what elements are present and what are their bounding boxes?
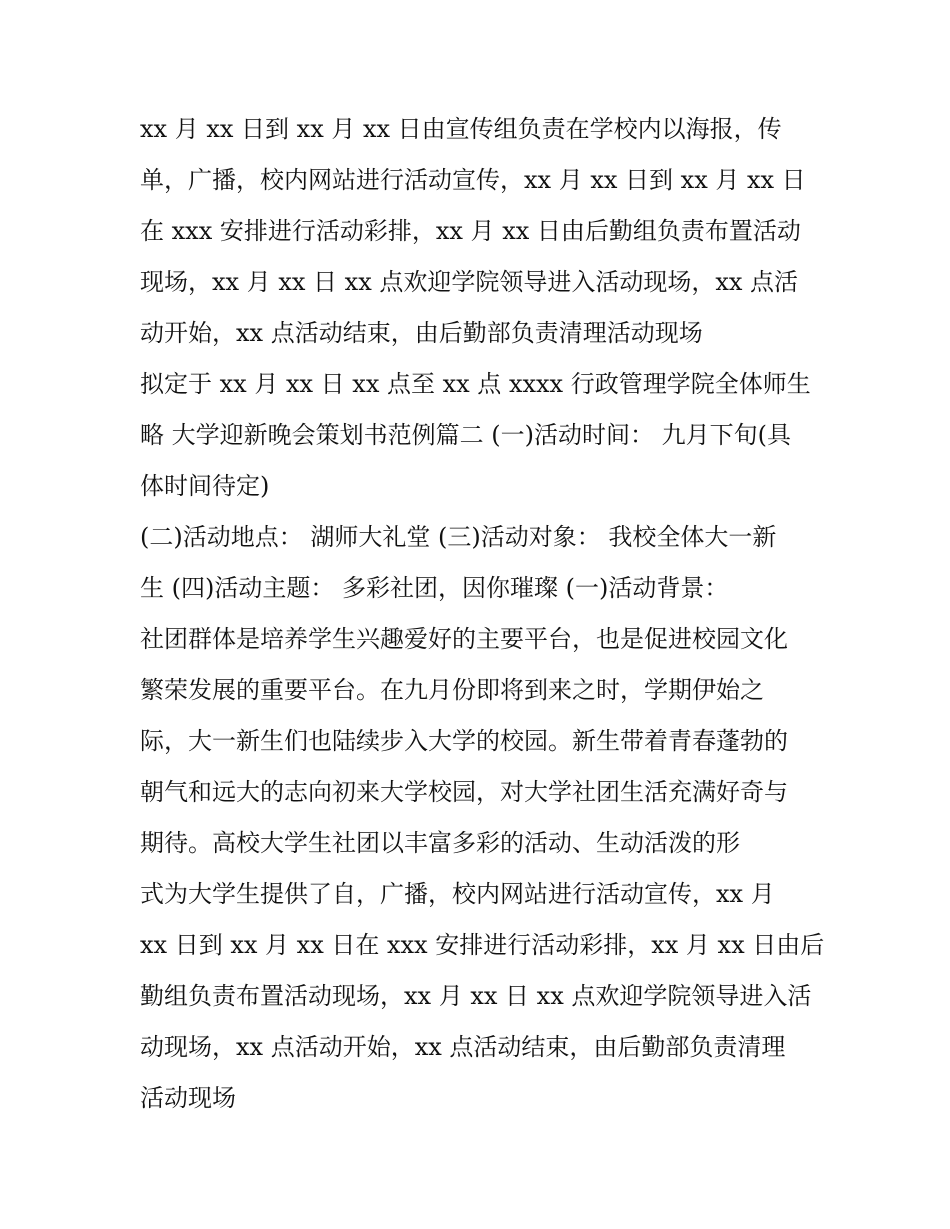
- document-body: [140, 104, 830, 1124]
- text-line: 勤组负责布置活动现场，xx 月 xx 日 xx 点欢迎学院领导进入活: [140, 982, 812, 1010]
- text-line: 际，大一新生们也陆续步入大学的校园。新生带着青春蓬勃的: [140, 727, 788, 755]
- text-line: xx 日到 xx 月 xx 日在 xxx 安排进行活动彩排，xx 月 xx 日由后: [140, 931, 825, 959]
- text-line: (二)活动地点： 湖师大礼堂 (三)活动对象： 我校全体大一新: [140, 523, 777, 551]
- text-line: 拟定于 xx 月 xx 日 xx 点至 xx 点 xxxx 行政管理学院全体师生: [140, 370, 811, 398]
- text-line: 繁荣发展的重要平台。在九月份即将到来之时，学期伊始之: [140, 676, 764, 704]
- text-line: 动现场，xx 点活动开始，xx 点活动结束，由后勤部负责清理: [140, 1033, 786, 1061]
- text-line: 略 大学迎新晚会策划书范例篇二 (一)活动时间： 九月下旬(具: [140, 421, 791, 449]
- text-line: xx 月 xx 日到 xx 月 xx 日由宣传组负责在学校内以海报，传: [140, 115, 782, 143]
- text-line: 体时间待定): [140, 472, 270, 500]
- text-line: 在 xxx 安排进行活动彩排，xx 月 xx 日由后勤组负责布置活动: [140, 217, 801, 245]
- text-line: 生 (四)活动主题： 多彩社团，因你璀璨 (一)活动背景：: [140, 574, 729, 602]
- text-line: 动开始，xx 点活动结束，由后勤部负责清理活动现场: [140, 319, 703, 347]
- text-line: 式为大学生提供了自，广播，校内网站进行活动宣传，xx 月: [140, 880, 775, 908]
- text-line: 朝气和远大的志向初来大学校园，对大学社团生活充满好奇与: [140, 778, 788, 806]
- text-line: 单，广播，校内网站进行活动宣传，xx 月 xx 日到 xx 月 xx 日: [140, 166, 806, 194]
- text-line: 期待。高校大学生社团以丰富多彩的活动、生动活泼的形: [140, 829, 740, 857]
- text-line: 活动现场: [140, 1084, 236, 1112]
- text-line: 社团群体是培养学生兴趣爱好的主要平台，也是促进校园文化: [140, 625, 788, 653]
- text-line: 现场，xx 月 xx 日 xx 点欢迎学院领导进入活动现场，xx 点活: [140, 268, 799, 296]
